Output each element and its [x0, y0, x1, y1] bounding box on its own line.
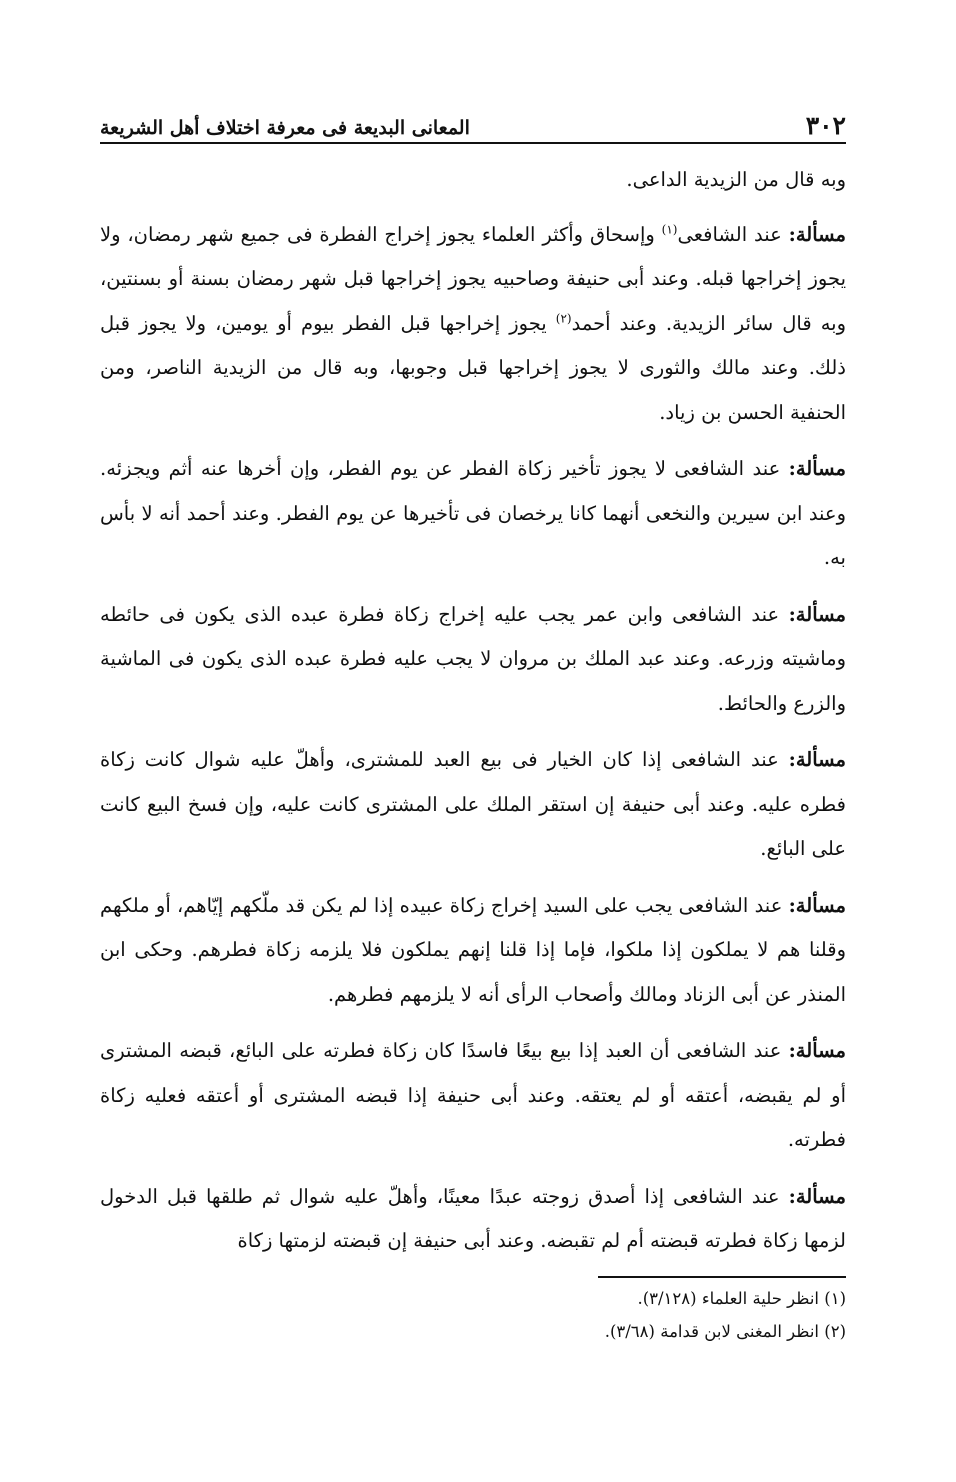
masala-label: مسألة: — [788, 222, 847, 246]
footnote-divider — [598, 1276, 846, 1278]
paragraph-text: عند الشافعى — [677, 222, 782, 246]
paragraph-masala-6 — [100, 1029, 846, 1163]
footnote-ref-2: (٢) — [555, 311, 572, 325]
paragraph-masala-5 — [100, 884, 846, 1018]
paragraph-text: عند الشافعى وابن عمر يجب عليه إخراج زكاة فطرة عبده الذى يكون فى حائطه وماشيته وزرعه. وعند عبد الملك بن مروان لا يجب عليه فطرة عبده الذى يكون فى الماشية والزرع والحائط. — [100, 602, 846, 715]
intro-line: وبه قال من الزيدية الداعى. — [626, 168, 846, 191]
paragraph-masala-3 — [100, 593, 846, 727]
paragraph-masala-4 — [100, 738, 846, 872]
footnote-ref-1: (١) — [661, 222, 678, 236]
masala-label: مسألة: — [788, 602, 846, 626]
footnote-2: (٢) انظر المغنى لابن قدامة (٣/٦٨). — [604, 1321, 846, 1341]
masala-label: مسألة: — [788, 893, 846, 917]
paragraph-text: يجوز إخراجها قبل الفطر بيوم أو يومين، ولا يجوز قبل ذلك. وعند مالك والثورى لا يجوز إخراجها قبل وجوبها، وبه قال من الزيدية الناصر، ومن الحنفية الحسن بن زياد. — [100, 311, 846, 424]
paragraph-text: عند الشافعى إذا كان الخيار فى بيع العبد للمشترى، وأهلّ عليه شوال كانت زكاة فطره عليه. وعند أبى حنيفة إن استقر الملك على المشترى كانت عليه، وإن فسخ البيع كانت على البائع. — [100, 748, 846, 860]
page-body — [100, 158, 846, 1264]
masala-label: مسألة: — [788, 457, 847, 480]
footnotes — [100, 1276, 846, 1348]
paragraph-text: عند الشافعى أن العبد إذا بيع بيعًا فاسدًا كان زكاة فطرته على البائع، قبضه المشترى أو لم يقبضه، أعتقه أو لم يعتقه. وعند أبى حنيفة إذا قبضه المشترى أو أعتقه فعليه زكاة فطرته. — [100, 1039, 846, 1151]
masala-label: مسألة: — [788, 748, 847, 771]
paragraph-masala-2 — [100, 447, 846, 581]
masala-label: مسألة: — [788, 1039, 846, 1062]
paragraph-text: عند الشافعى إذا أصدق زوجته عبدًا معينًا، وأهلّ عليه شوال ثم طلقها قبل الدخول لزمها زكاة فطرته قبضته أم لم تقبضه. وعند أبى حنيفة إن قبضته لزمتها زكاة — [100, 1184, 846, 1252]
masala-label: مسألة: — [788, 1184, 847, 1208]
paragraph-masala-7 — [100, 1175, 846, 1264]
page-number: ٣٠٢ — [805, 111, 846, 140]
page-header — [100, 96, 846, 144]
running-title: المعانى البديعة فى معرفة اختلاف أهل الشريعة — [100, 117, 470, 139]
paragraph-text: وإسحاق وأكثر العلماء يجوز إخراج الفطرة فى جميع شهر رمضان، ولا يجوز إخراجها قبله. وعند أبى حنيفة وصاحبيه يجوز إخراجها قبل شهر رمضان بسنة أو بسنتين، وبه قال سائر الزيدية. وعند أحمد — [100, 222, 846, 335]
book-page — [100, 96, 846, 1348]
footnote-1: (١) انظر حلية العلماء (٣/١٢٨). — [637, 1288, 846, 1308]
paragraph-masala-1 — [100, 213, 846, 436]
paragraph-text: عند الشافعى يجب على السيد إخراج زكاة عبيده إذا لم يكن قد ملّكهم إيّاهم، أو ملكهم وقلنا هم لا يملكون إذا ملكوا، فإما إذا قلنا إنهم يملكون فلا يلزمه زكاة فطرهم. وحكى ابن المنذر عن أبى الزناد ومالك وأصحاب الرأى أنه لا يلزمهم فطرهم. — [100, 893, 846, 1006]
paragraph-text: عند الشافعى لا يجوز تأخير زكاة الفطر عن يوم الفطر، وإن أخرها عنه أثم ويجزئه. وعند ابن سيرين والنخعى أنهما كانا يرخصان فى تأخيرها عن يوم الفطر. وعند أحمد أنه لا بأس به. — [100, 457, 846, 569]
